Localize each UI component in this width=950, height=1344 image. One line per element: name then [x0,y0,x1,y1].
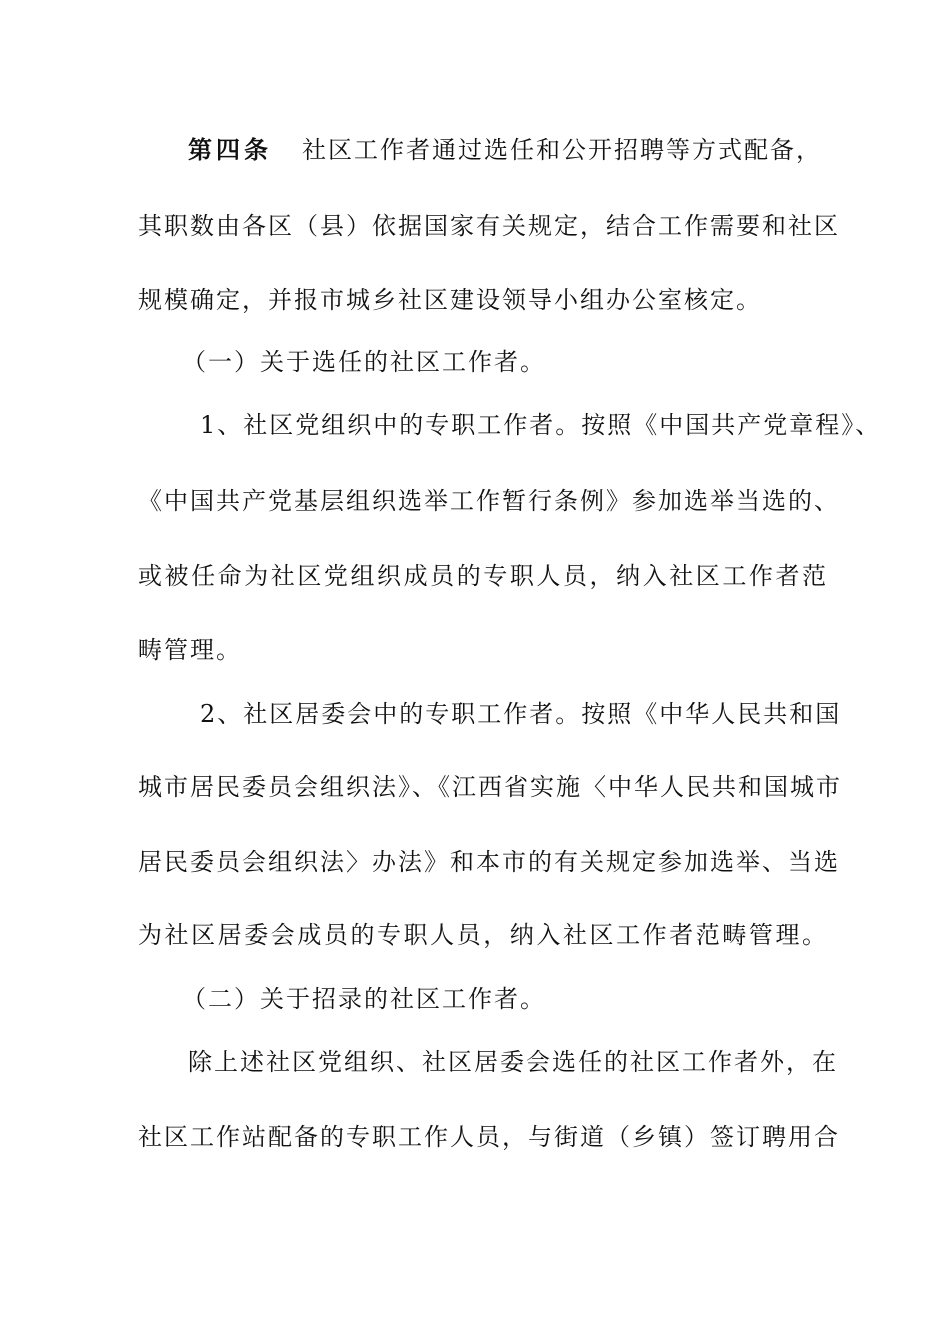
item-text-line: 《中国共产党基层组织选举工作暂行条例》参加选举当选的、 [138,487,840,515]
item-text-line: 2、社区居委会中的专职工作者。按照《中华人民共和国 [200,700,842,728]
paragraph-text-line: 社区工作站配备的专职工作人员，与街道（乡镇）签订聘用合 [138,1123,840,1151]
section-title: （二）关于招录的社区工作者。 [182,985,546,1013]
item-text-line: 畴管理。 [138,636,242,664]
section-title: （一）关于选任的社区工作者。 [182,348,546,376]
paragraph-text-line: 除上述社区党组织、社区居委会选任的社区工作者外，在 [188,1048,838,1076]
article-text-line: 规模确定，并报市城乡社区建设领导小组办公室核定。 [138,286,762,314]
article-text-line: 社区工作者通过选任和公开招聘等方式配备， [302,136,822,164]
article-heading: 第四条 [188,135,272,164]
article-first-line [188,133,828,167]
item-text-line: 或被任命为社区党组织成员的专职人员，纳入社区工作者范 [138,562,828,590]
article-text-line: 其职数由各区（县）依据国家有关规定，结合工作需要和社区 [138,212,840,240]
item-text-line: 为社区居委会成员的专职人员，纳入社区工作者范畴管理。 [138,921,828,949]
item-text-line: 城市居民委员会组织法》、《江西省实施〈中华人民共和国城市 [138,773,842,801]
item-text-line: 居民委员会组织法〉办法》和本市的有关规定参加选举、当选 [138,848,840,876]
item-text-line: 1、社区党组织中的专职工作者。按照《中国共产党章程》、 [200,411,882,439]
